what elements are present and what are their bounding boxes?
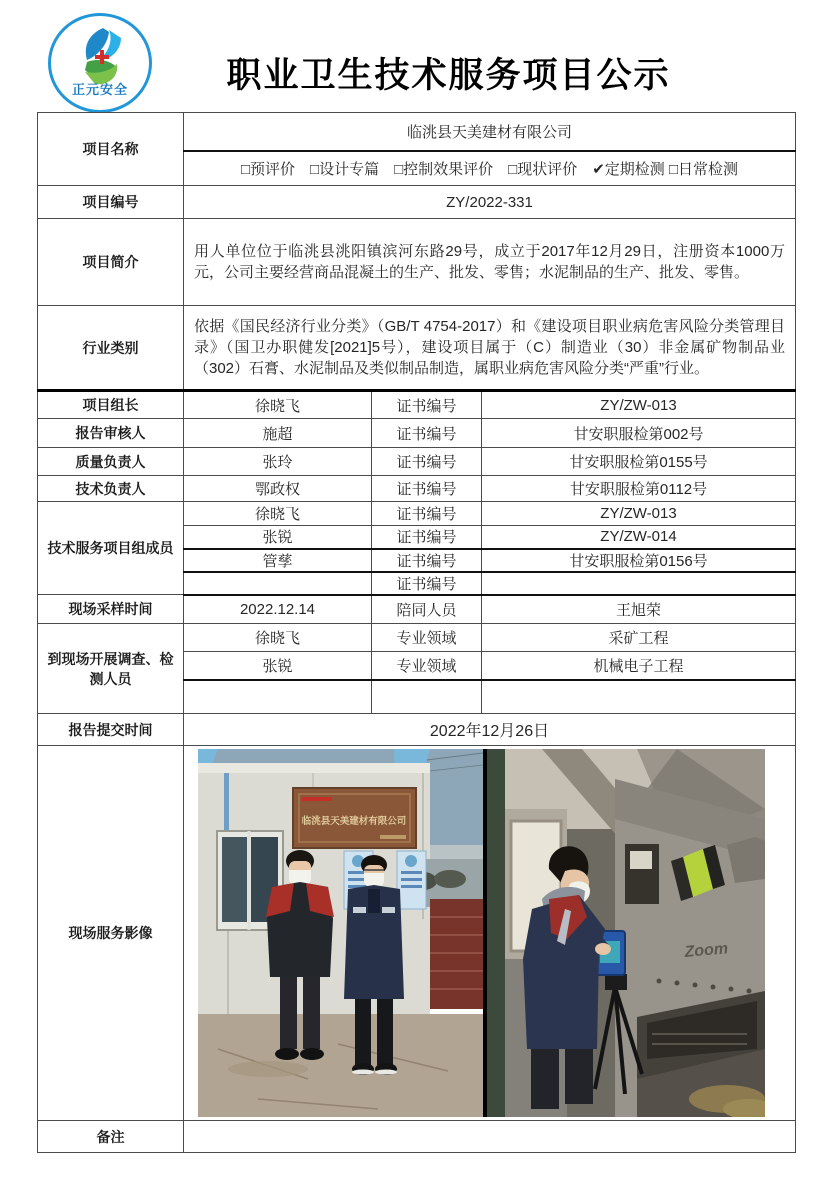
reviewer-label: 报告审核人 [38, 419, 184, 448]
table-row [38, 186, 796, 219]
remark-label: 备注 [38, 1121, 184, 1153]
site-media-cell [184, 746, 796, 1121]
cert-label: 证书编号 [372, 419, 482, 448]
report-date: 2022年12月26日 [184, 714, 796, 746]
project-info-table [37, 112, 796, 1153]
cert-label: 证书编号 [372, 549, 482, 572]
cert-label: 证书编号 [372, 476, 482, 502]
photo-strip [198, 749, 795, 1117]
project-code: ZY/2022-331 [184, 186, 796, 219]
leader-label: 项目组长 [38, 391, 184, 419]
table-row [38, 502, 796, 526]
cert-label: 证书编号 [372, 526, 482, 549]
reviewer-cert: 甘安职服检第002号 [482, 419, 796, 448]
remark-value [184, 1121, 796, 1153]
leader-cert: ZY/ZW-013 [482, 391, 796, 419]
table-row [38, 448, 796, 476]
companion-name: 王旭荣 [482, 595, 796, 624]
table-row [38, 624, 796, 652]
quality-name: 张玲 [184, 448, 372, 476]
company-name: 临洮县天美建材有限公司 [184, 113, 796, 151]
team-member-name: 徐晓飞 [184, 502, 372, 526]
project-intro-label: 项目简介 [38, 219, 184, 306]
table-row [38, 419, 796, 448]
sampling-date: 2022.12.14 [184, 595, 372, 624]
team-member-cert: 甘安职服检第0156号 [482, 549, 796, 572]
domain-label: 专业领域 [372, 652, 482, 680]
sampling-time-label: 现场采样时间 [38, 595, 184, 624]
field-staff-name: 张锐 [184, 652, 372, 680]
site-photo-building [198, 749, 483, 1117]
table-row [38, 1121, 796, 1153]
reviewer-name: 施超 [184, 419, 372, 448]
field-staff-domain [482, 680, 796, 714]
team-member-name [184, 572, 372, 595]
table-row [38, 391, 796, 419]
team-member-name: 张锐 [184, 526, 372, 549]
cert-label: 证书编号 [372, 502, 482, 526]
cert-label: 证书编号 [372, 448, 482, 476]
companion-label: 陪同人员 [372, 595, 482, 624]
team-member-cert [482, 572, 796, 595]
building-sign-text: 临洮县天美建材有限公司 [301, 816, 407, 827]
table-row [38, 595, 796, 624]
project-name-label: 项目名称 [38, 113, 184, 186]
document-header [0, 0, 831, 112]
field-staff-domain: 机械电子工程 [482, 652, 796, 680]
domain-label [372, 680, 482, 714]
page-title: 职业卫生技术服务项目公示 [226, 56, 671, 95]
cert-label: 证书编号 [372, 572, 482, 595]
industry-text: 依据《国民经济行业分类》（GB/T 4754-2017）和《建设项目职业病危害风险分类管理目录》（国卫办职健发[2021]5号），建设项目属于（C）制造业（30）非金属矿物制品业（302）石膏、水泥制品及类似制品制造，属职业病危害风险分类“严重”行业。 [184, 306, 796, 391]
table-row [38, 476, 796, 502]
technical-label: 技术负责人 [38, 476, 184, 502]
table-row [38, 306, 796, 391]
field-staff-label: 到现场开展调查、检测人员 [38, 624, 184, 714]
team-member-cert: ZY/ZW-014 [482, 526, 796, 549]
industry-label: 行业类别 [38, 306, 184, 391]
quality-cert: 甘安职服检第0155号 [482, 448, 796, 476]
table-row [38, 714, 796, 746]
field-staff-name: 徐晓飞 [184, 624, 372, 652]
domain-label: 专业领域 [372, 624, 482, 652]
report-time-label: 报告提交时间 [38, 714, 184, 746]
site-media-label: 现场服务影像 [38, 746, 184, 1121]
table-row [38, 113, 796, 151]
quality-label: 质量负责人 [38, 448, 184, 476]
technical-name: 鄂政权 [184, 476, 372, 502]
table-row [38, 746, 796, 1121]
table-row [38, 219, 796, 306]
machine-brand-text: Zoom [683, 940, 729, 961]
cert-label: 证书编号 [372, 391, 482, 419]
logo-text: 正元安全 [71, 82, 128, 97]
field-staff-name [184, 680, 372, 714]
project-code-label: 项目编号 [38, 186, 184, 219]
team-label: 技术服务项目组成员 [38, 502, 184, 595]
field-staff-domain: 采矿工程 [482, 624, 796, 652]
service-type-checkboxes: □预评价 □设计专篇 □控制效果评价 □现状评价 ✔定期检测 □日常检测 [184, 151, 796, 186]
team-member-name: 管孳 [184, 549, 372, 572]
project-intro-text: 用人单位位于临洮县洮阳镇滨河东路29号，成立于2017年12月29日，注册资本1000万元，公司主要经营商品混凝土的生产、批发、零售；水泥制品的生产、批发、零售。 [184, 219, 796, 306]
technical-cert: 甘安职服检第0112号 [482, 476, 796, 502]
site-photo-machine [487, 749, 765, 1117]
leader-name: 徐晓飞 [184, 391, 372, 419]
team-member-cert: ZY/ZW-013 [482, 502, 796, 526]
